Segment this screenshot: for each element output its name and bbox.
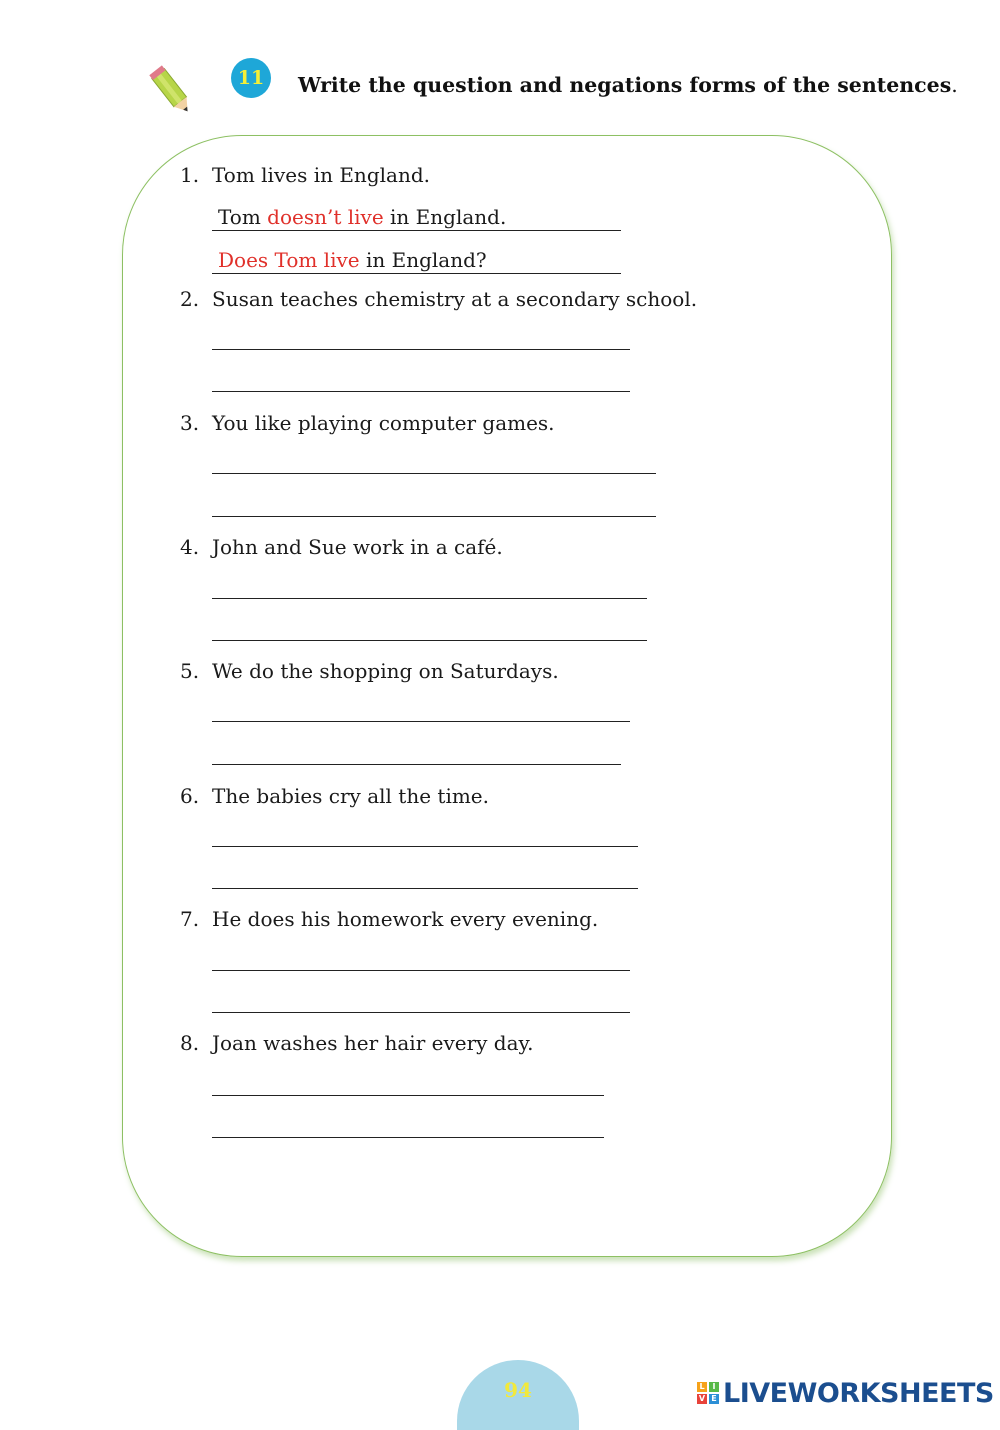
exercise-number-badge xyxy=(231,58,271,98)
instruction-heading: Write the question and negations forms of the sentences. xyxy=(298,73,958,97)
answer-line-4a[interactable] xyxy=(212,598,647,599)
example-question-answer[interactable]: Does Tom live in England? xyxy=(212,248,621,274)
page-number-tab xyxy=(457,1360,579,1430)
question-item-6: 6. The babies cry all the time. xyxy=(180,784,489,808)
answer-line-5a[interactable] xyxy=(212,721,630,722)
answer-line-3b[interactable] xyxy=(212,516,656,517)
question-item-5: 5. We do the shopping on Saturdays. xyxy=(180,659,559,683)
answer-line-2b[interactable] xyxy=(212,391,630,392)
question-item-8: 8. Joan washes her hair every day. xyxy=(180,1031,534,1055)
question-item-3: 3. You like playing computer games. xyxy=(180,411,555,435)
liveworksheets-brand[interactable] xyxy=(697,1376,994,1410)
question-item-7: 7. He does his homework every evening. xyxy=(180,907,599,931)
answer-line-2a[interactable] xyxy=(212,349,630,350)
answer-line-4b[interactable] xyxy=(212,640,647,641)
question-item-4: 4. John and Sue work in a café. xyxy=(180,535,503,559)
answer-line-8b[interactable] xyxy=(212,1137,604,1138)
liveworksheets-logo-icon: L I V E xyxy=(697,1382,719,1404)
exercise-number: 11 xyxy=(237,67,265,89)
answer-line-3a[interactable] xyxy=(212,473,656,474)
example-negative-answer[interactable]: Tom doesn’t live in England. xyxy=(212,205,621,231)
pencil-icon xyxy=(148,62,198,120)
answer-line-7a[interactable] xyxy=(212,970,630,971)
answer-line-5b[interactable] xyxy=(212,764,621,765)
question-item-1: 1. Tom lives in England. xyxy=(180,163,430,187)
answer-line-8a[interactable] xyxy=(212,1095,604,1096)
answer-line-7b[interactable] xyxy=(212,1012,630,1013)
page-number: 94 xyxy=(504,1378,532,1402)
answer-line-6a[interactable] xyxy=(212,846,638,847)
brand-name: LIVEWORKSHEETS xyxy=(723,1377,994,1409)
question-item-2: 2. Susan teaches chemistry at a secondary school. xyxy=(180,287,698,311)
answer-line-6b[interactable] xyxy=(212,888,638,889)
